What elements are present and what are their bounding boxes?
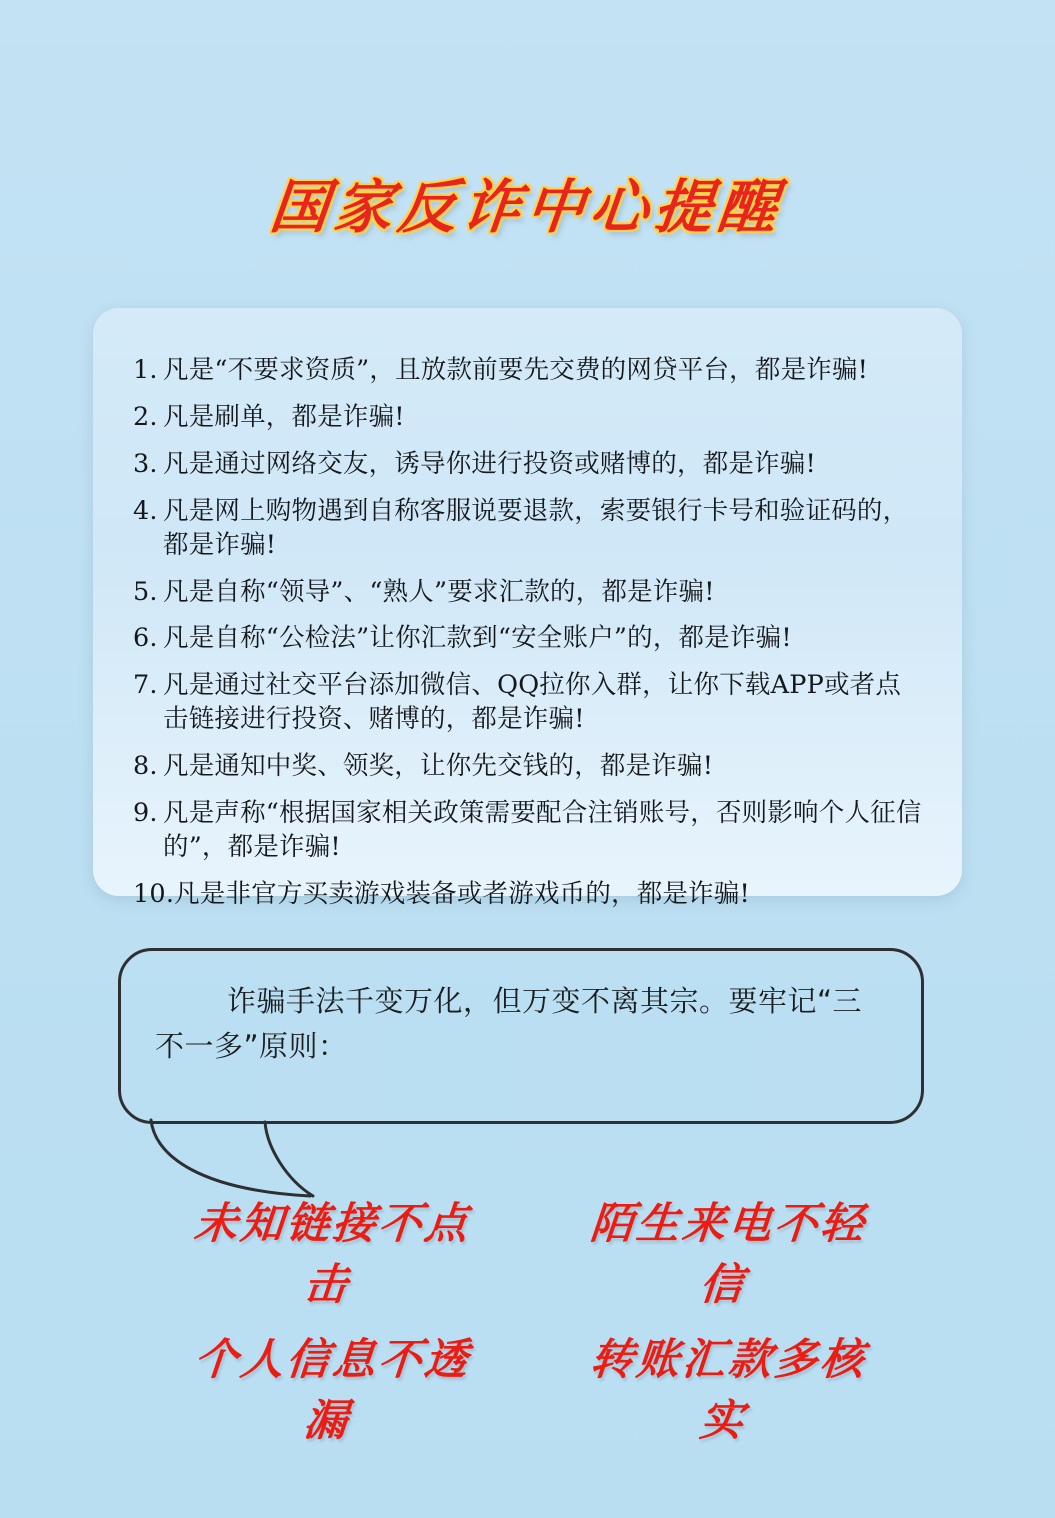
rules-card xyxy=(93,308,962,909)
rule-text: 凡是刷单，都是诈骗! xyxy=(163,401,405,432)
speech-bubble-text: 诈骗手法千变万化，但万变不离其宗。要牢记“三不一多”原则： xyxy=(155,984,863,1063)
list-item xyxy=(133,576,922,610)
rule-number: 9. xyxy=(133,798,158,829)
rule-number: 2. xyxy=(133,401,158,432)
list-item xyxy=(133,448,922,482)
rule-text: 凡是非官方买卖游戏装备或者游戏币的，都是诈骗! xyxy=(174,878,751,909)
page-title: 国家反诈中心提醒 xyxy=(267,173,787,241)
speech-bubble xyxy=(118,948,924,1124)
list-item xyxy=(133,354,922,388)
slogan-stranger-call: 陌生来电不轻信 xyxy=(587,1199,869,1310)
slogan-unknown-link: 未知链接不点击 xyxy=(191,1199,473,1310)
rule-number: 5. xyxy=(133,576,158,607)
slogans-block xyxy=(0,1190,1055,1448)
rule-number: 1. xyxy=(133,355,158,385)
slogan-transfer-verify: 转账汇款多核实 xyxy=(587,1335,869,1446)
rule-text: 凡是自称“公检法”让你汇款到“安全账户”的，都是诈骗! xyxy=(163,623,792,654)
list-item xyxy=(133,750,922,784)
list-item xyxy=(133,401,922,435)
rule-text: 凡是通过网络交友，诱导你进行投资或赌博的，都是诈骗! xyxy=(163,448,816,479)
rule-number: 10. xyxy=(133,878,175,909)
rule-text: 凡是自称“领导”、“熟人”要求汇款的，都是诈骗! xyxy=(163,576,715,607)
list-item xyxy=(133,495,922,563)
rule-text: 凡是通过社交平台添加微信、QQ拉你入群，让你下载APP或者点击链接进行投资、赌博的，都是诈骗! xyxy=(163,670,902,735)
slogan-row-2 xyxy=(180,1326,876,1448)
list-item xyxy=(133,797,922,865)
rule-number: 6. xyxy=(133,623,158,654)
rule-text: 凡是网上购物遇到自称客服说要退款，索要银行卡号和验证码的，都是诈骗! xyxy=(163,495,909,560)
rule-number: 4. xyxy=(133,495,158,526)
slogan-row-1 xyxy=(180,1190,876,1312)
rule-number: 3. xyxy=(133,448,158,479)
list-item xyxy=(133,878,922,912)
slogan-personal-info: 个人信息不透漏 xyxy=(191,1335,473,1446)
rule-number: 7. xyxy=(133,670,158,701)
rule-number: 8. xyxy=(133,751,158,782)
rule-text: 凡是声称“根据国家相关政策需要配合注销账号，否则影响个人征信的”，都是诈骗! xyxy=(163,798,922,862)
rule-text: 凡是“不要求资质”，且放款前要先交费的网贷平台，都是诈骗! xyxy=(163,355,869,385)
list-item xyxy=(133,669,922,737)
rules-list xyxy=(133,354,922,912)
poster-title-area xyxy=(0,160,1055,244)
list-item xyxy=(133,622,922,656)
rule-text: 凡是通知中奖、领奖，让你先交钱的，都是诈骗! xyxy=(163,751,714,782)
